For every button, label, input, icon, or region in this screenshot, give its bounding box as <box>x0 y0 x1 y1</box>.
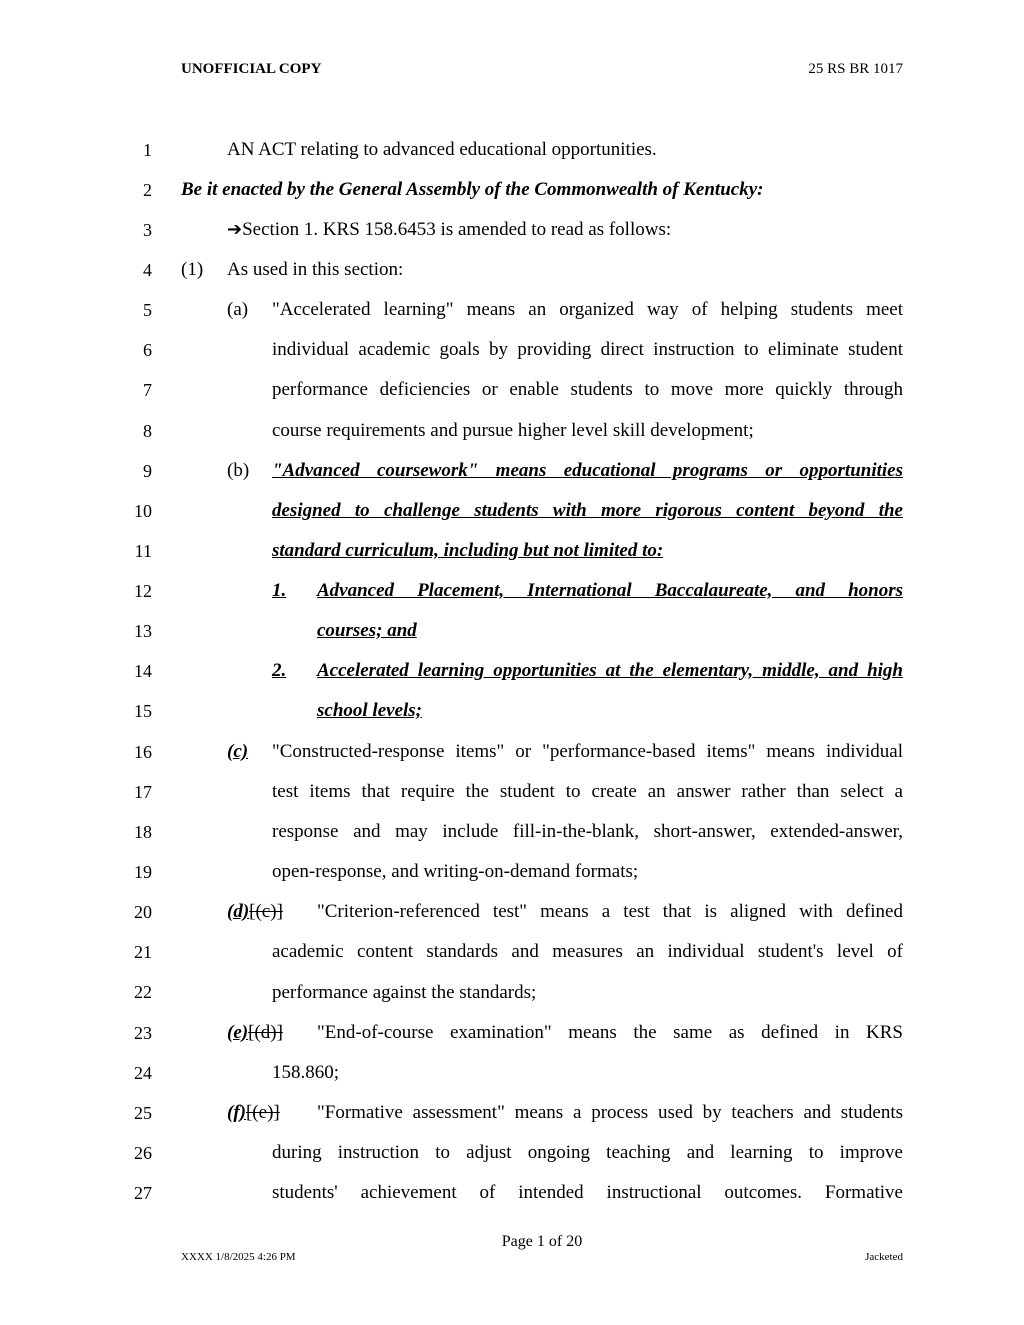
deleted-marker: [(d)] <box>248 1022 283 1043</box>
line-number: 8 <box>143 421 152 441</box>
section-heading <box>227 219 671 241</box>
line-number: 11 <box>134 541 152 561</box>
line-number: 17 <box>134 782 152 802</box>
line-number: 9 <box>143 461 152 481</box>
inserted-marker: (f) <box>227 1102 246 1123</box>
deleted-marker: [(e)] <box>245 1102 280 1123</box>
text-line: during instruction to adjust ongoing teaching and learning to improve <box>272 1142 903 1163</box>
inserted-marker: (d) <box>227 901 250 922</box>
inserted-text-line: designed to challenge students with more rigorous content beyond the <box>272 500 903 521</box>
line-number: 20 <box>134 902 152 922</box>
line-number: 19 <box>134 862 152 882</box>
line-number: 23 <box>134 1023 152 1043</box>
text-line: "Formative assessment" means a process used by teachers and students <box>317 1102 903 1123</box>
subsection-text: As used in this section: <box>227 259 404 280</box>
line-number: 7 <box>143 380 152 400</box>
text-line: students' achievement of intended instructional outcomes. Formative <box>272 1182 903 1203</box>
text-line: 158.860; <box>272 1062 340 1083</box>
inserted-text-line: Advanced Placement, International Baccalaureate, and honors <box>317 580 903 601</box>
inserted-text-line: school levels; <box>317 700 423 721</box>
line-number: 27 <box>134 1183 152 1203</box>
line-number: 21 <box>134 942 152 962</box>
inserted-marker: (e) <box>227 1022 249 1043</box>
line-number: 2 <box>143 180 152 200</box>
line-number: 24 <box>134 1063 152 1083</box>
footer-timestamp: XXXX 1/8/2025 4:26 PM <box>181 1251 296 1263</box>
page-number: Page 1 of 20 <box>501 1233 583 1250</box>
text-line: "Criterion-referenced test" means a test that is aligned with defined <box>317 901 903 922</box>
line-number: 18 <box>134 822 152 842</box>
text-line: performance against the standards; <box>272 982 537 1003</box>
paragraph-marker-b: (b) <box>227 460 250 481</box>
footer-status: Jacketed <box>865 1251 903 1263</box>
line-number: 26 <box>134 1143 152 1163</box>
paragraph-marker-d <box>227 901 283 923</box>
line-number: 12 <box>134 581 152 601</box>
act-title: AN ACT relating to advanced educational opportunities. <box>227 139 657 160</box>
text-line: test items that require the student to create an answer rather than select a <box>272 781 903 802</box>
line-number: 13 <box>134 621 152 641</box>
text-line: course requirements and pursue higher level skill development; <box>272 420 754 441</box>
inserted-text-line: standard curriculum, including but not limited to: <box>272 540 664 561</box>
item-marker-2: 2. <box>272 660 287 681</box>
paragraph-marker-e <box>227 1022 283 1044</box>
paragraph-marker-a: (a) <box>227 299 249 320</box>
subsection-marker: (1) <box>181 259 204 280</box>
paragraph-marker-c: (c) <box>227 741 249 762</box>
line-number: 16 <box>134 742 152 762</box>
line-number: 1 <box>143 140 152 160</box>
line-number: 6 <box>143 340 152 360</box>
header-unofficial-copy: UNOFFICIAL COPY <box>181 61 322 77</box>
paragraph-marker-f <box>227 1102 280 1124</box>
text-line: performance deficiencies or enable students to move more quickly through <box>272 379 903 400</box>
text-line: "End-of-course examination" means the same as defined in KRS <box>317 1022 903 1043</box>
text-line: individual academic goals by providing direct instruction to eliminate student <box>272 339 903 360</box>
line-number: 15 <box>134 701 152 721</box>
text-line: "Accelerated learning" means an organized way of helping students meet <box>272 299 903 320</box>
arrow-right-icon: ➔ <box>227 219 243 240</box>
inserted-text-line: "Advanced coursework" means educational programs or opportunities <box>272 460 903 481</box>
section-heading-text: Section 1. KRS 158.6453 is amended to read as follows: <box>242 219 672 240</box>
deleted-marker: [(c)] <box>249 901 283 922</box>
line-number: 5 <box>143 300 152 320</box>
text-line: open-response, and writing-on-demand formats; <box>272 861 639 882</box>
line-number: 14 <box>134 661 152 681</box>
text-line: response and may include fill-in-the-blank, short-answer, extended-answer, <box>272 821 903 842</box>
header-bill-request: 25 RS BR 1017 <box>808 61 903 77</box>
item-marker-1: 1. <box>272 580 287 601</box>
line-number: 22 <box>134 982 152 1002</box>
inserted-text-line: courses; and <box>317 620 417 641</box>
line-number: 25 <box>134 1103 152 1123</box>
inserted-text-line: Accelerated learning opportunities at the elementary, middle, and high <box>317 660 903 681</box>
text-line: academic content standards and measures an individual student's level of <box>272 941 903 962</box>
line-number: 10 <box>134 501 152 521</box>
text-line: "Constructed-response items" or "performance-based items" means individual <box>272 741 903 762</box>
line-number: 4 <box>143 260 152 280</box>
line-number: 3 <box>143 220 152 240</box>
enacting-clause: Be it enacted by the General Assembly of the Commonwealth of Kentucky: <box>181 179 764 200</box>
